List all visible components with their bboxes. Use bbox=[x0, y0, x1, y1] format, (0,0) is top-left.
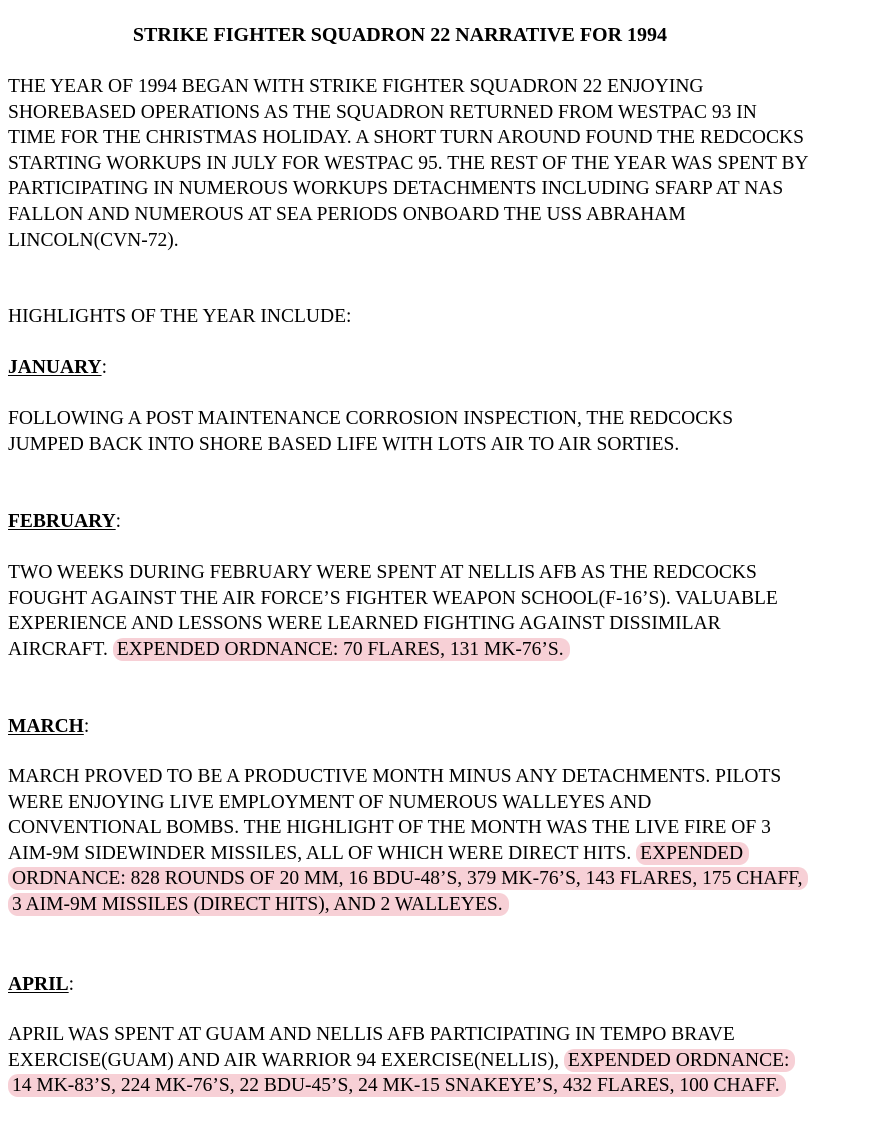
month-text: TWO WEEKS DURING FEBRUARY WERE SPENT AT NELLIS AFB AS THE REDCOCKS FOUGHT AGAINST THE AIR FORCE’S FIGHTER WEAPON SCHOOL(F-16’S). VALUABLE EXPERIENCE AND LESSONS WERE LEARNED FIGHTING AGAINST DISSIMILAR AIRCRAFT. bbox=[8, 562, 778, 660]
ordnance-highlight: EXPENDED ORDNANCE: 14 MK-83’S, 224 MK-76’S, 22 BDU-45’S, 24 MK-15 SNAKEYE’S, 432 FLARES, 100 CHAFF. bbox=[8, 1049, 795, 1098]
ordnance-highlight: EXPENDED ORDNANCE: 828 ROUNDS OF 20 MM, 16 BDU-48’S, 379 MK-76’S, 143 FLARES, 175 CHAFF, 3 AIM-9M MISSILES (DIRECT HITS), AND 2 WALLEYES. bbox=[8, 842, 808, 916]
month-heading-label: FEBRUARY bbox=[8, 511, 116, 532]
month-heading-label: MARCH bbox=[8, 716, 84, 737]
month-paragraph-january bbox=[8, 406, 808, 457]
month-paragraph-april bbox=[8, 1022, 798, 1099]
month-text: APRIL WAS SPENT AT GUAM AND NELLIS AFB PARTICIPATING IN TEMPO BRAVE EXERCISE(GUAM) AND AIR WARRIOR 94 EXERCISE(NELLIS), bbox=[8, 1024, 735, 1071]
ordnance-highlight: EXPENDED ORDNANCE: 70 FLARES, 131 MK-76’S. bbox=[113, 638, 570, 661]
month-heading-february: FEBRUARY: bbox=[8, 511, 122, 532]
month-paragraph-march bbox=[8, 764, 808, 918]
month-heading-january: JANUARY: bbox=[8, 357, 107, 378]
month-heading-april: APRIL: bbox=[8, 974, 75, 995]
month-text: FOLLOWING A POST MAINTENANCE CORROSION INSPECTION, THE REDCOCKS JUMPED BACK INTO SHORE BASED LIFE WITH LOTS AIR TO AIR SORTIES. bbox=[8, 408, 734, 455]
document-title: STRIKE FIGHTER SQUADRON 22 NARRATIVE FOR 1994 bbox=[132, 24, 668, 46]
month-text: MARCH PROVED TO BE A PRODUCTIVE MONTH MINUS ANY DETACHMENTS. PILOTS WERE ENJOYING LIVE EMPLOYMENT OF NUMEROUS WALLEYES AND CONVENTIONAL BOMBS. THE HIGHLIGHT OF THE MONTH WAS THE LIVE FIRE OF 3 AIM-9M SIDEWINDER MISSILES, ALL OF WHICH WERE DIRECT HITS. bbox=[8, 766, 782, 864]
month-heading-label: JANUARY bbox=[8, 357, 102, 378]
month-paragraph-february bbox=[8, 560, 783, 662]
month-heading-march: MARCH: bbox=[8, 716, 90, 737]
highlights-label: HIGHLIGHTS OF THE YEAR INCLUDE: bbox=[8, 306, 352, 327]
month-heading-label: APRIL bbox=[8, 974, 69, 995]
intro-paragraph: THE YEAR OF 1994 BEGAN WITH STRIKE FIGHTER SQUADRON 22 ENJOYING SHOREBASED OPERATIONS AS THE SQUADRON RETURNED FROM WESTPAC 93 IN TIME FOR THE CHRISTMAS HOLIDAY. A SHORT TURN AROUND FOUND THE REDCOCKS STARTING WORKUPS IN JULY FOR WESTPAC 95. THE REST OF THE YEAR WAS SPENT BY PARTICIPATING IN NUMEROUS WORKUPS DETACHMENTS INCLUDING SFARP AT NAS FALLON AND NUMEROUS AT SEA PERIODS ONBOARD THE USS ABRAHAM LINCOLN(CVN-72). bbox=[8, 76, 808, 251]
